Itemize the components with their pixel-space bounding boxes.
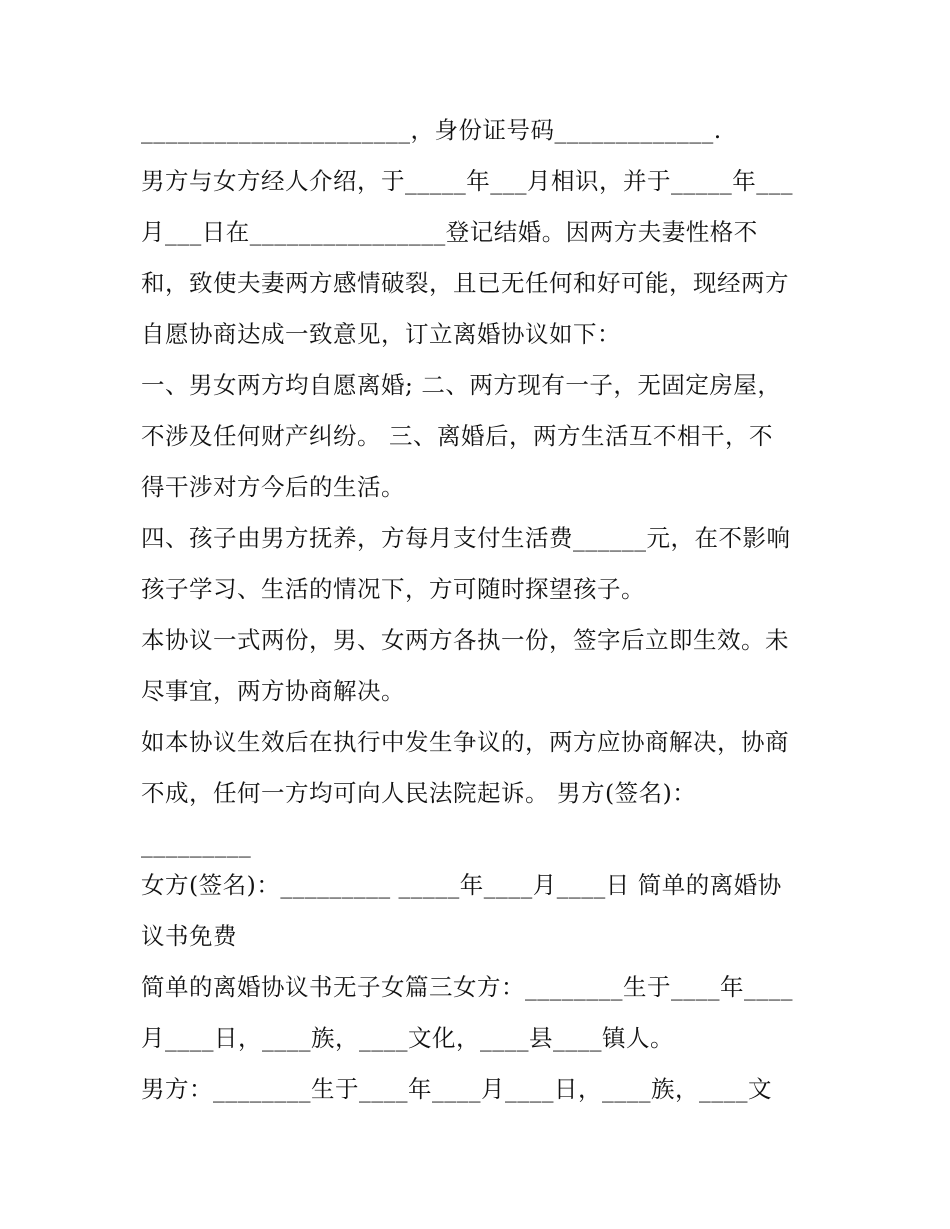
text-line: 议书免费 — [141, 922, 237, 950]
text-line: 不涉及任何财产纠纷。 三、离婚后，两方生活互不相干，不 — [141, 422, 773, 450]
text-line: 和，致使夫妻两方感情破裂，且已无任何和好可能，现经两方 — [141, 269, 789, 297]
text-line: 月___日在________________登记结婚。因两方夫妻性格不 — [141, 218, 758, 246]
text-line: 得干涉对方今后的生活。 — [141, 473, 405, 501]
text-line: 简单的离婚协议书无子女篇三女方：________生于____年____ — [141, 973, 793, 1001]
text-line: 自愿协商达成一致意见，订立离婚协议如下： — [141, 320, 621, 348]
text-line: 如本协议生效后在执行中发生争议的，两方应协商解决，协商 — [141, 728, 789, 756]
text-line: ______________________，身份证号码_____________. — [141, 116, 722, 144]
text-line: 本协议一式两份，男、女两方各执一份，签字后立即生效。未 — [141, 626, 789, 654]
text-line: 尽事宜，两方协商解决。 — [141, 677, 405, 705]
text-line: 不成，任何一方均可向人民法院起诉。 男方(签名)： — [141, 779, 697, 807]
text-line: 一、男女两方均自愿离婚; 二、两方现有一子，无固定房屋， — [141, 371, 782, 399]
text-line: 男方与女方经人介绍，于_____年___月相识，并于_____年___ — [141, 167, 793, 195]
text-line: 男方：________生于____年____月____日，____族，____文 — [141, 1075, 772, 1103]
text-line: 孩子学习、生活的情况下，方可随时探望孩子。 — [141, 575, 645, 603]
text-line: 四、孩子由男方抚养，方每月支付生活费______元，在不影响 — [141, 524, 791, 552]
text-line: 女方(签名)：_________ _____年____月____日 简单的离婚协 — [141, 871, 782, 899]
text-line: 月____日，____族，____文化，____县____镇人。 — [141, 1024, 674, 1052]
signature-blank: _________ — [141, 830, 252, 858]
